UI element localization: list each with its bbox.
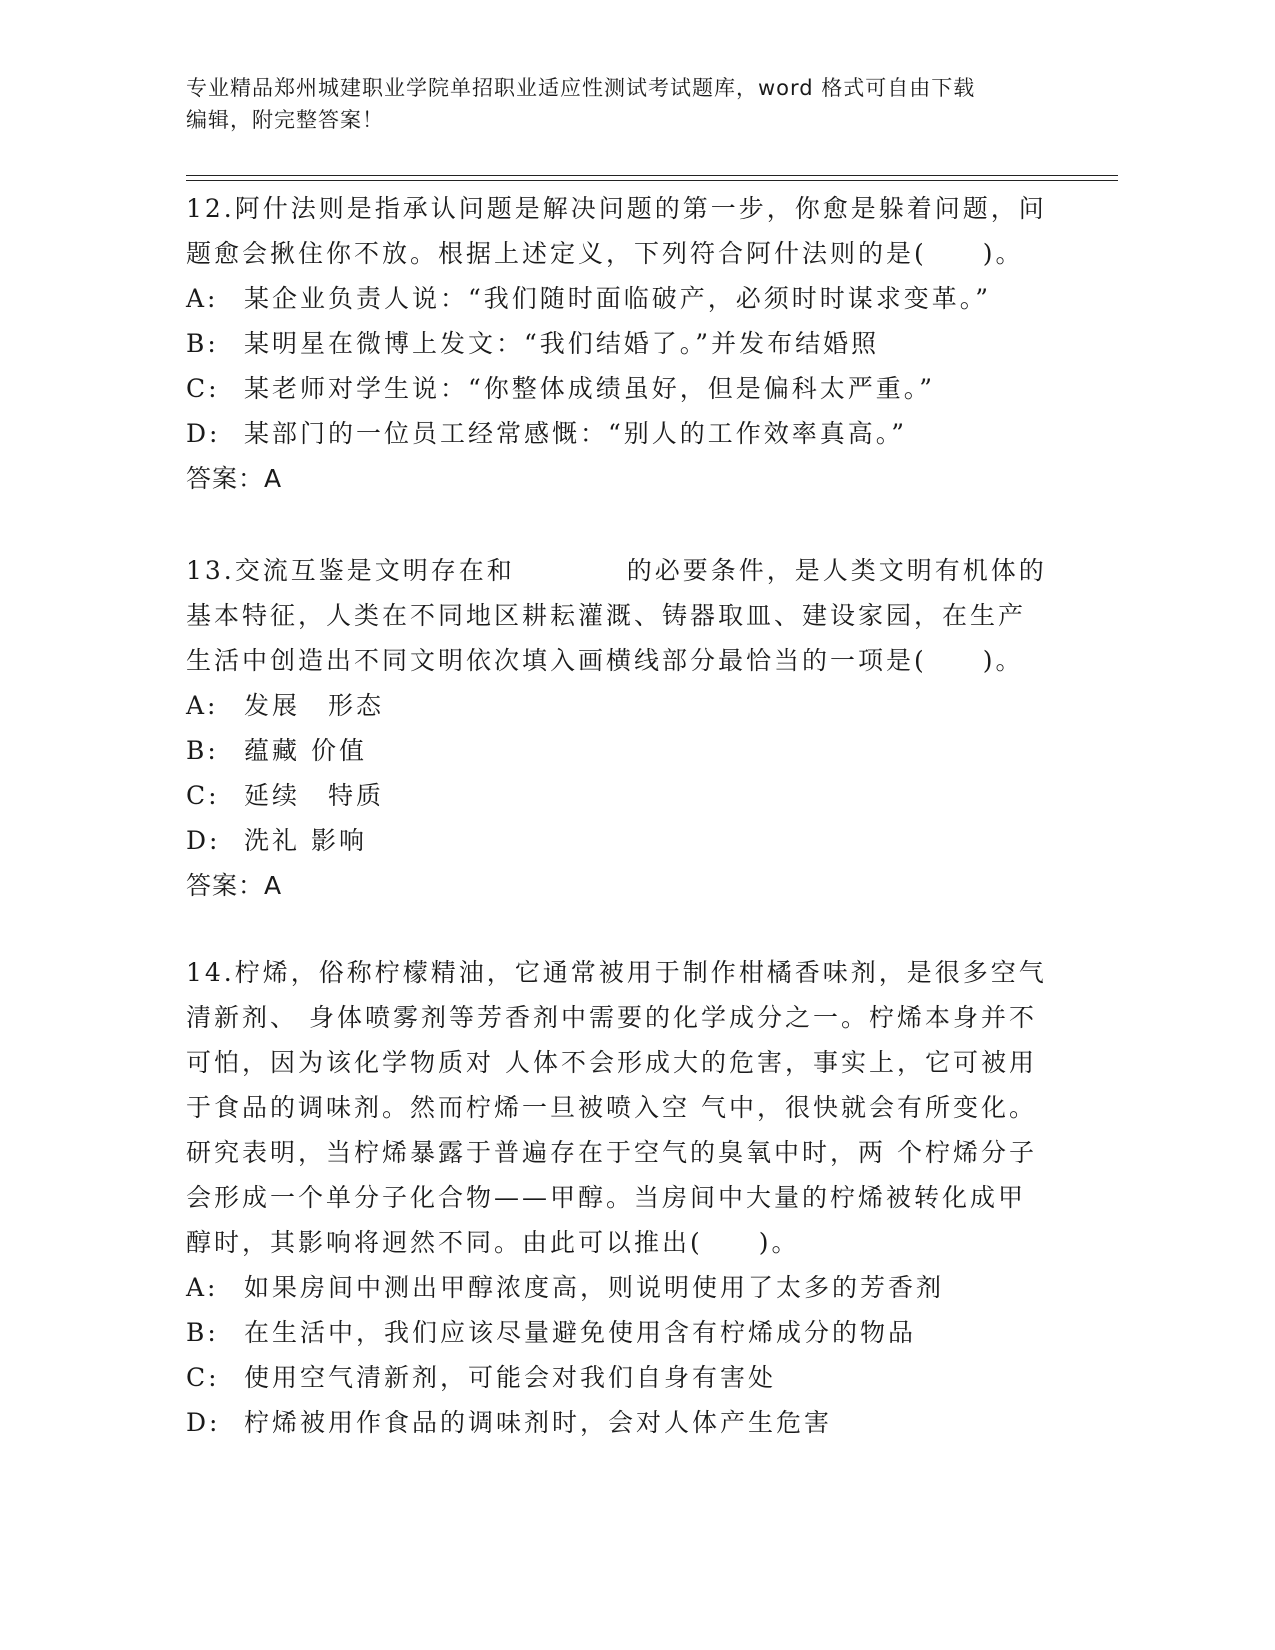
option-text: 延续 特质 [244, 781, 385, 810]
option-key: B: [186, 736, 219, 765]
option-key: D: [186, 419, 221, 448]
question-13-stem-line-1: 13.交流互鉴是文明存在和 的必要条件，是人类文明有机体的 [186, 556, 1047, 585]
question-14-option-b [186, 1310, 1086, 1355]
question-14-option-a [186, 1265, 1086, 1310]
question-14-stem-line-2: 清新剂、 身体喷雾剂等芳香剂中需要的化学成分之一。柠烯本身并不 [186, 1003, 1037, 1032]
question-14-stem-line-3: 可怕，因为该化学物质对 人体不会形成大的危害，事实上，它可被用 [186, 1048, 1037, 1077]
question-13-answer: 答案：A [186, 871, 283, 900]
option-text: 某老师对学生说：“你整体成绩虽好，但是偏科太严重。” [244, 374, 936, 403]
question-13-option-b [186, 728, 1086, 773]
question-14-stem-line-6: 会形成一个单分子化合物——甲醇。当房间中大量的柠烯被转化成甲 [186, 1183, 1027, 1212]
document-header [186, 72, 1066, 136]
question-14-stem-line-5: 研究表明，当柠烯暴露于普遍存在于空气的臭氧中时，两 个柠烯分子 [186, 1138, 1037, 1167]
question-13-option-d [186, 818, 1086, 863]
option-text: 蕴藏 价值 [244, 736, 367, 765]
question-13-option-a [186, 683, 1086, 728]
option-text: 某企业负责人说：“我们随时面临破产，必须时时谋求变革。” [244, 284, 992, 313]
option-key: C: [186, 781, 220, 810]
option-key: A: [186, 691, 219, 720]
option-text: 柠烯被用作食品的调味剂时，会对人体产生危害 [244, 1408, 833, 1437]
question-14 [186, 950, 1086, 1445]
question-12-option-c [186, 366, 1086, 411]
option-key: C: [186, 1363, 220, 1392]
option-key: A: [186, 284, 219, 313]
option-text: 某明星在微博上发文：“我们结婚了。”并发布结婚照 [244, 329, 880, 358]
header-line-2: 编辑，附完整答案！ [186, 108, 384, 132]
header-divider-top [186, 175, 1118, 176]
question-14-option-d [186, 1400, 1086, 1445]
question-12-option-a [186, 276, 1086, 321]
option-key: B: [186, 329, 219, 358]
option-text: 使用空气清新剂，可能会对我们自身有害处 [244, 1363, 777, 1392]
question-12-answer: 答案：A [186, 464, 283, 493]
option-key: A: [186, 1273, 219, 1302]
question-13 [186, 548, 1086, 908]
question-13-stem-line-3: 生活中创造出不同文明依次填入画横线部分最恰当的一项是( )。 [186, 646, 1024, 675]
question-14-option-c [186, 1355, 1086, 1400]
option-key: D: [186, 1408, 221, 1437]
question-14-stem-line-7: 醇时，其影响将迥然不同。由此可以推出( )。 [186, 1228, 800, 1257]
question-13-stem-line-2: 基本特征，人类在不同地区耕耘灌溉、铸器取皿、建设家园，在生产 [186, 601, 1027, 630]
header-divider-bottom [186, 180, 1118, 181]
option-key: D: [186, 826, 221, 855]
question-13-option-c [186, 773, 1086, 818]
question-12-stem-line-2: 题愈会揪住你不放。根据上述定义，下列符合阿什法则的是( )。 [186, 239, 1024, 268]
question-12 [186, 186, 1086, 501]
question-14-stem-line-4: 于食品的调味剂。然而柠烯一旦被喷入空 气中，很快就会有所变化。 [186, 1093, 1037, 1122]
option-text: 如果房间中测出甲醇浓度高，则说明使用了太多的芳香剂 [244, 1273, 945, 1302]
question-12-option-d [186, 411, 1086, 456]
option-key: B: [186, 1318, 219, 1347]
option-key: C: [186, 374, 220, 403]
question-14-stem-line-1: 14.柠烯，俗称柠檬精油，它通常被用于制作柑橘香味剂，是很多空气 [186, 958, 1047, 987]
option-text: 在生活中，我们应该尽量避免使用含有柠烯成分的物品 [244, 1318, 917, 1347]
option-text: 发展 形态 [244, 691, 385, 720]
question-12-option-b [186, 321, 1086, 366]
header-line-1: 专业精品郑州城建职业学院单招职业适应性测试考试题库，word 格式可自由下载 [186, 76, 976, 100]
option-text: 某部门的一位员工经常感慨：“别人的工作效率真高。” [244, 419, 908, 448]
question-12-stem-line-1: 12.阿什法则是指承认问题是解决问题的第一步，你愈是躲着问题，问 [186, 194, 1047, 223]
option-text: 洗礼 影响 [244, 826, 367, 855]
